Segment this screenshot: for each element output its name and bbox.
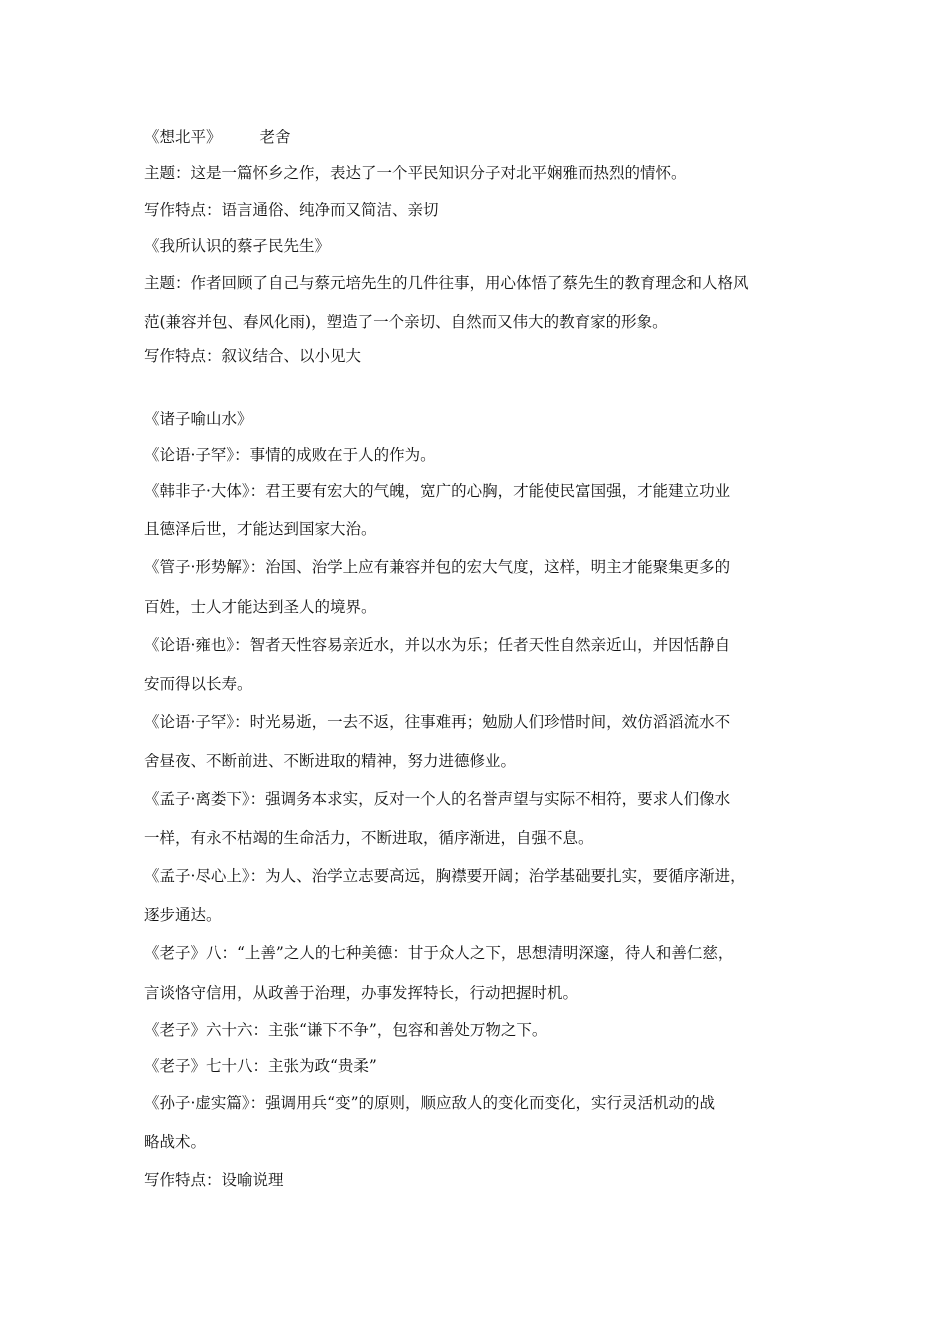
paragraph-line: 范(兼容并包、春风化雨)，塑造了一个亲切、自然而又伟大的教育家的形象。 <box>144 313 668 331</box>
essay-title: 《我所认识的蔡孑民先生》 <box>144 237 331 255</box>
quote-line: 《孙子·虚实篇》：强调用兵“变”的原则，顺应敌人的变化而变化，实行灵活机动的战 <box>144 1094 716 1112</box>
paragraph-line: 略战术。 <box>144 1133 207 1151</box>
paragraph-line: 百姓，士人才能达到圣人的境界。 <box>144 598 377 616</box>
theme-line: 主题：作者回顾了自己与蔡元培先生的几件往事，用心体悟了蔡先生的教育理念和人格风 <box>144 274 749 292</box>
quote-line: 《论语·子罕》：时光易逝，一去不返，往事难再；勉励人们珍惜时间，效仿滔滔流水不 <box>144 713 731 731</box>
quote-line: 《韩非子·大体》：君王要有宏大的气魄，宽广的心胸，才能使民富国强，才能建立功业 <box>144 482 731 500</box>
quote-line: 《老子》六十六：主张“谦下不争”，包容和善处万物之下。 <box>144 1021 548 1039</box>
theme-line: 主题：这是一篇怀乡之作，表达了一个平民知识分子对北平娴雅而热烈的情怀。 <box>144 164 687 182</box>
paragraph-line: 言谈恪守信用，从政善于治理，办事发挥特长，行动把握时机。 <box>144 984 579 1002</box>
quote-line: 《论语·子罕》：事情的成败在于人的作为。 <box>144 446 436 464</box>
quote-line: 《管子·形势解》：治国、治学上应有兼容并包的宏大气度，这样，明主才能聚集更多的 <box>144 558 731 576</box>
quote-line: 《论语·雍也》：智者天性容易亲近水，并以水为乐；任者天性自然亲近山，并因恬静自 <box>144 636 731 654</box>
essay-author: 老舍 <box>259 128 291 146</box>
quote-line: 《孟子·尽心上》：为人、治学立志要高远，胸襟要开阔；治学基础要扎实，要循序渐进， <box>144 867 746 885</box>
quote-line: 《孟子·离娄下》：强调务本求实，反对一个人的名誉声望与实际不相符，要求人们像水 <box>144 790 731 808</box>
section-title: 《诸子喻山水》 <box>144 410 253 428</box>
essay-title-line <box>144 127 814 147</box>
paragraph-line: 舍昼夜、不断前进、不断进取的精神，努力进德修业。 <box>144 752 517 770</box>
paragraph-line: 且德泽后世，才能达到国家大治。 <box>144 520 377 538</box>
writing-feature-line: 写作特点：叙议结合、以小见大 <box>144 347 362 365</box>
essay-title: 《想北平》 <box>144 128 222 146</box>
writing-feature-line: 写作特点：语言通俗、纯净而又简洁、亲切 <box>144 201 439 219</box>
paragraph-line: 一样，有永不枯竭的生命活力，不断进取，循序渐进，自强不息。 <box>144 829 594 847</box>
paragraph-line: 安而得以长寿。 <box>144 675 253 693</box>
quote-line: 《老子》七十八：主张为政“贵柔” <box>144 1057 377 1075</box>
writing-feature-line: 写作特点：设喻说理 <box>144 1171 284 1189</box>
quote-line: 《老子》八：“上善”之人的七种美德：甘于众人之下，思想清明深邃，待人和善仁慈， <box>144 944 734 962</box>
paragraph-line: 逐步通达。 <box>144 906 222 924</box>
